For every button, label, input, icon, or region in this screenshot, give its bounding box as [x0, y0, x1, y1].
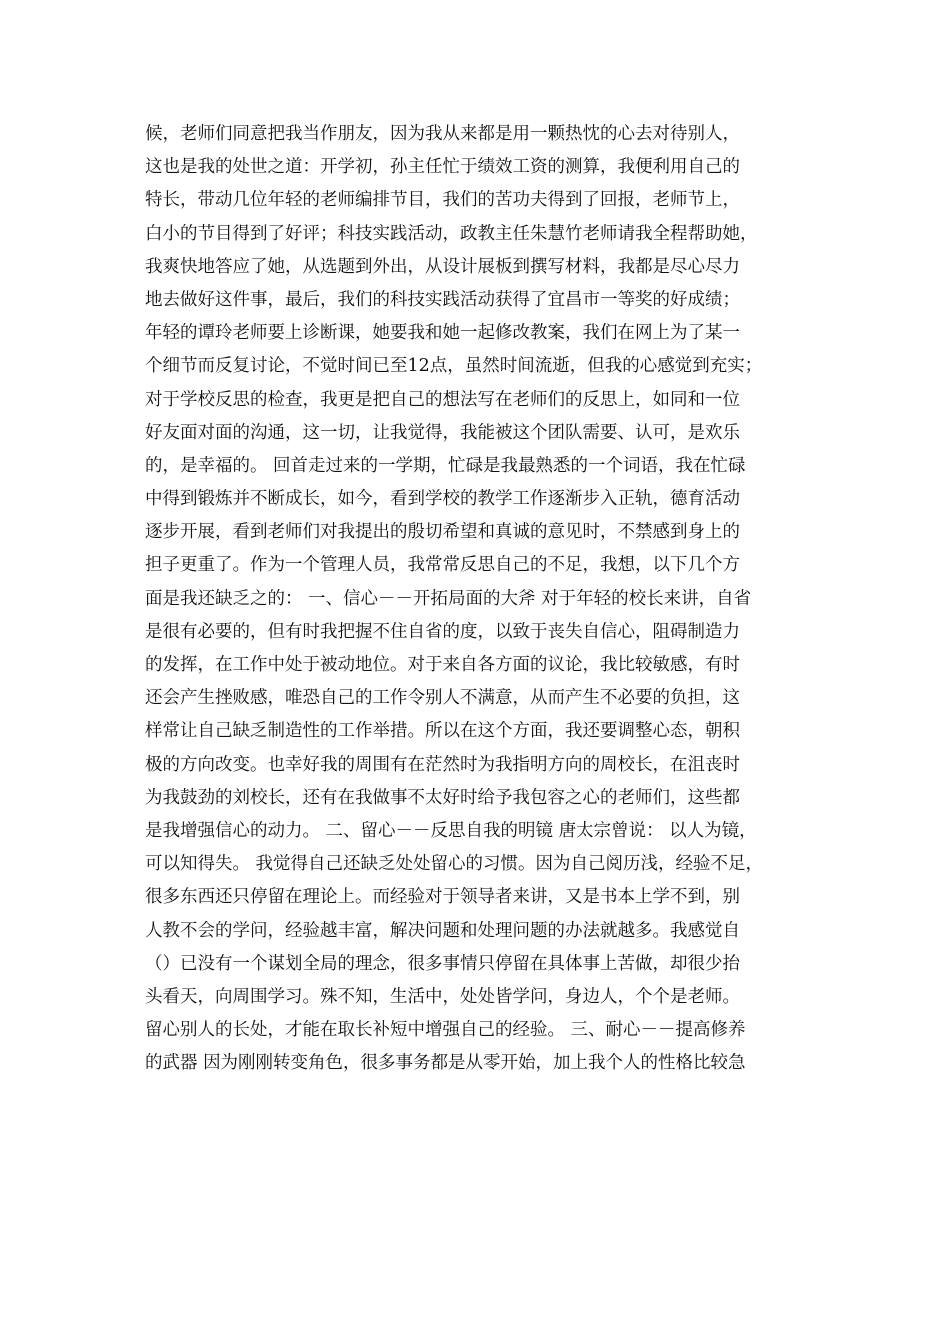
text-line: 担子更重了。作为一个管理人员，我常常反思自己的不足，我想，以下几个方 — [145, 555, 740, 576]
text-line: 是我增强信心的动力。 二、留心－－反思自我的明镜 唐太宗曾说： 以人为镜， — [145, 820, 757, 841]
text-line: 很多东西还只停留在理论上。而经验对于领导者来讲，又是书本上学不到，别 — [145, 887, 740, 908]
text-line: 候，老师们同意把我当作朋友，因为我从来都是用一颗热忱的心去对待别人， — [145, 124, 740, 144]
text-line: 人教不会的学问，经验越丰富，解决问题和处理问题的办法就越多。我感觉自 — [145, 920, 740, 941]
text-line: 面是我还缺乏之的： 一、信心－－开拓局面的大斧 对于年轻的校长来讲，自省 — [145, 588, 752, 609]
text-line: 极的方向改变。也幸好我的周围有在茫然时为我指明方向的周校长，在沮丧时 — [145, 754, 740, 775]
text-line: 好友面对面的沟通，这一切，让我觉得，我能被这个团队需要、认可，是欢乐 — [145, 422, 740, 443]
body-text — [145, 118, 825, 1080]
text-line: 的发挥，在工作中处于被动地位。对于来自各方面的议论，我比较敏感，有时 — [145, 655, 740, 675]
text-line: 个细节而反复讨论，不觉时间已至12点，虽然时间流逝，但我的心感觉到充实； — [145, 356, 763, 377]
text-line: 对于学校反思的检查，我更是把自己的想法写在老师们的反思上，如同和一位 — [145, 389, 740, 410]
text-line: 留心别人的长处，才能在取长补短中增强自己的经验。 三、耐心－－提高修养 — [145, 1020, 746, 1041]
text-line: 特长，带动几位年轻的老师编排节目，我们的苦功夫得到了回报，老师节上， — [145, 190, 740, 211]
text-line: 逐步开展，看到老师们对我提出的殷切希望和真诚的意见时，不禁感到身上的 — [145, 522, 740, 543]
text-line: 中得到锻炼并不断成长，如今，看到学校的教学工作逐渐步入正轨，德育活动 — [145, 489, 740, 510]
text-line: 的，是幸福的。 回首走过来的一学期，忙碌是我最熟悉的一个词语，我在忙碌 — [145, 455, 746, 476]
text-line: 头看天，向周围学习。殊不知，生活中，处处皆学问，身边人，个个是老师。 — [145, 986, 740, 1007]
text-line: 年轻的谭玲老师要上诊断课，她要我和她一起修改教案，我们在网上为了某一 — [145, 323, 740, 344]
text-line: 的武器 因为刚刚转变角色，很多事务都是从零开始，加上我个人的性格比较急 — [145, 1053, 746, 1074]
text-line: 样常让自己缺乏制造性的工作举措。所以在这个方面，我还要调整心态，朝积 — [145, 721, 740, 742]
text-line: 我爽快地答应了她，从选题到外出，从设计展板到撰写材料，我都是尽心尽力 — [145, 256, 740, 277]
text-line: 还会产生挫败感，唯恐自己的工作令别人不满意，从而产生不必要的负担，这 — [145, 688, 740, 709]
text-line: （）已没有一个谋划全局的理念，很多事情只停留在具体事上苦做，却很少抬 — [145, 953, 740, 974]
text-line: 地去做好这件事，最后，我们的科技实践活动获得了宜昌市一等奖的好成绩； — [145, 289, 740, 310]
text-line: 这也是我的处世之道：开学初，孙主任忙于绩效工资的测算，我便利用自己的 — [145, 157, 740, 178]
text-line: 为我鼓劲的刘校长，还有在我做事不太好时给予我包容之心的老师们，这些都 — [145, 787, 740, 808]
text-line: 白小的节目得到了好评；科技实践活动，政教主任朱慧竹老师请我全程帮助她， — [145, 223, 758, 244]
text-line: 是很有必要的，但有时我把握不住自省的度，以致于丧失自信心，阻碍制造力 — [145, 621, 740, 642]
text-line: 可以知得失。 我觉得自己还缺乏处处留心的习惯。因为自己阅历浅，经验不足， — [145, 854, 764, 875]
